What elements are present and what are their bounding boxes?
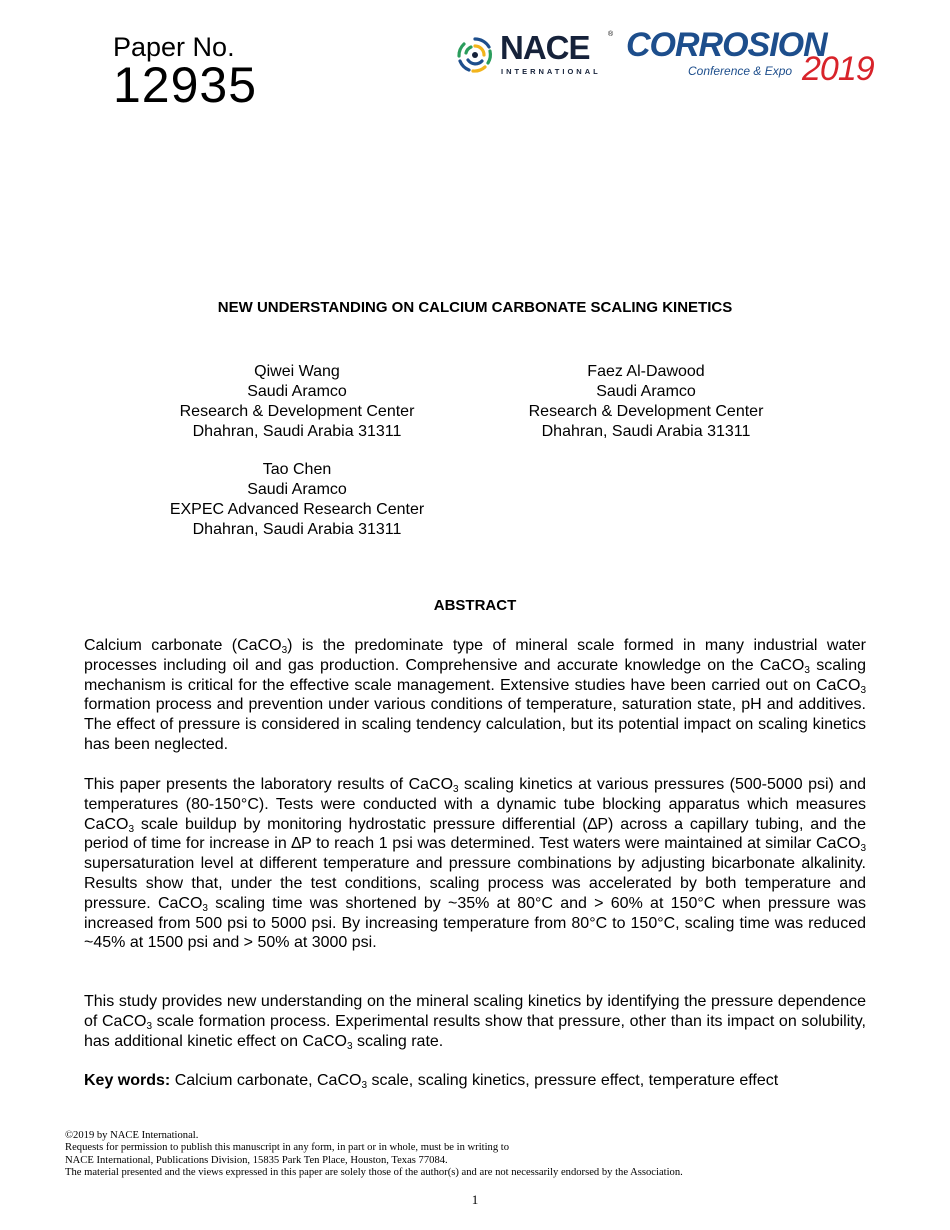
footer-line: Requests for permission to publish this manuscript in any form, in part or in whole, must be in writing to [65,1142,510,1154]
author-name: Faez Al-Dawood [587,363,705,380]
registered-mark: ® [608,31,614,38]
copyright-footer [65,1130,885,1179]
paper-number: 12935 [113,57,258,113]
footer-line: The material presented and the views expressed in this paper are solely those of the author(s) and are not necessarily endorsed by the Association. [65,1166,683,1178]
nace-logo [455,29,615,81]
abstract-heading: ABSTRACT [433,597,517,614]
corrosion-subtitle: Conference & Expo [688,64,793,78]
author-dept: Research & Development Center [528,403,764,420]
keywords-label: Key words: [84,1072,171,1089]
author-dept: Research & Development Center [179,403,415,420]
nace-wordmark: NACE [500,29,590,66]
paper-label: Paper No. [113,32,235,62]
author-block [486,362,806,442]
abstract-paragraph: Calcium carbonate (CaCO$_3$) is the predominate type of mineral scale formed in many industrial water processes including oil and gas production. Comprehensive and accurate knowledge on the CaCO$_3$ scaling mechanism is critical for the effective scale management. Extensive studies have been carried out on CaCO$_3$ formation process and prevention under various conditions of temperature, saturation state, pH and additives. The effect of pressure is considered in scaling tendency calculation, but its potential impact on scaling kinetics has been neglected. [84,637,867,753]
author-org: Saudi Aramco [596,383,696,400]
corrosion-wordmark: CORROSION [626,26,827,64]
author-block [137,362,457,442]
author-dept: EXPEC Advanced Research Center [169,501,425,518]
paper-number-block [113,32,258,113]
author-org: Saudi Aramco [247,383,347,400]
paper-title: NEW UNDERSTANDING ON CALCIUM CARBONATE SCALING KINETICS [217,299,733,316]
author-block [137,460,457,540]
abstract-paragraph: This paper presents the laboratory results of CaCO$_3$ scaling kinetics at various pressures (500-5000 psi) and temperatures (80-150°C). Tests were conducted with a dynamic tube blocking apparatus which measures CaCO$_3$ scale buildup by monitoring hydrostatic pressure differential (∆P) across a capillary tubing, and the period of time for increase in ∆P to reach 1 psi was determined. Test waters were maintained at similar CaCO$_3$ supersaturation level at different temperature and pressure combinations by adjusting bicarbonate alkalinity. Results show that, under the test conditions, scaling process was accelerated by both temperature and pressure. CaCO$_3$ scaling time was shortened by ~35% at 80°C and > 60% at 150°C when pressure was increased from 500 psi to 5000 psi. By increasing temperature from 80°C to 150°C, scaling time was reduced ~45% at 1500 psi and > 50% at 3000 psi. [84,776,867,952]
corrosion-year: 2019 [802,50,874,88]
footer-line: ©2019 by NACE International. [65,1130,199,1141]
abstract-paragraph: This study provides new understanding on the mineral scaling kinetics by identifying the pressure dependence of CaCO$_3$ scale formation process. Experimental results show that pressure, other than its impact on solubility, has additional kinetic effect on CaCO$_3$ scaling rate. [84,993,866,1052]
author-name: Qiwei Wang [254,363,340,380]
page-number: 1 [471,1192,479,1207]
author-name: Tao Chen [262,461,332,478]
nace-globe-icon [455,35,495,75]
nace-sub-wordmark: INTERNATIONAL [501,67,601,76]
author-address: Dhahran, Saudi Arabia 31311 [192,423,402,440]
keywords: Key words: Calcium carbonate, CaCO$_3$ scale, scaling kinetics, pressure effect, temperature effect [84,1072,779,1091]
author-org: Saudi Aramco [247,481,347,498]
footer-line: NACE International, Publications Division, 15835 Park Ten Place, Houston, Texas 77084. [65,1154,448,1166]
corrosion-logo [626,26,886,88]
author-address: Dhahran, Saudi Arabia 31311 [192,521,402,538]
author-address: Dhahran, Saudi Arabia 31311 [541,423,751,440]
